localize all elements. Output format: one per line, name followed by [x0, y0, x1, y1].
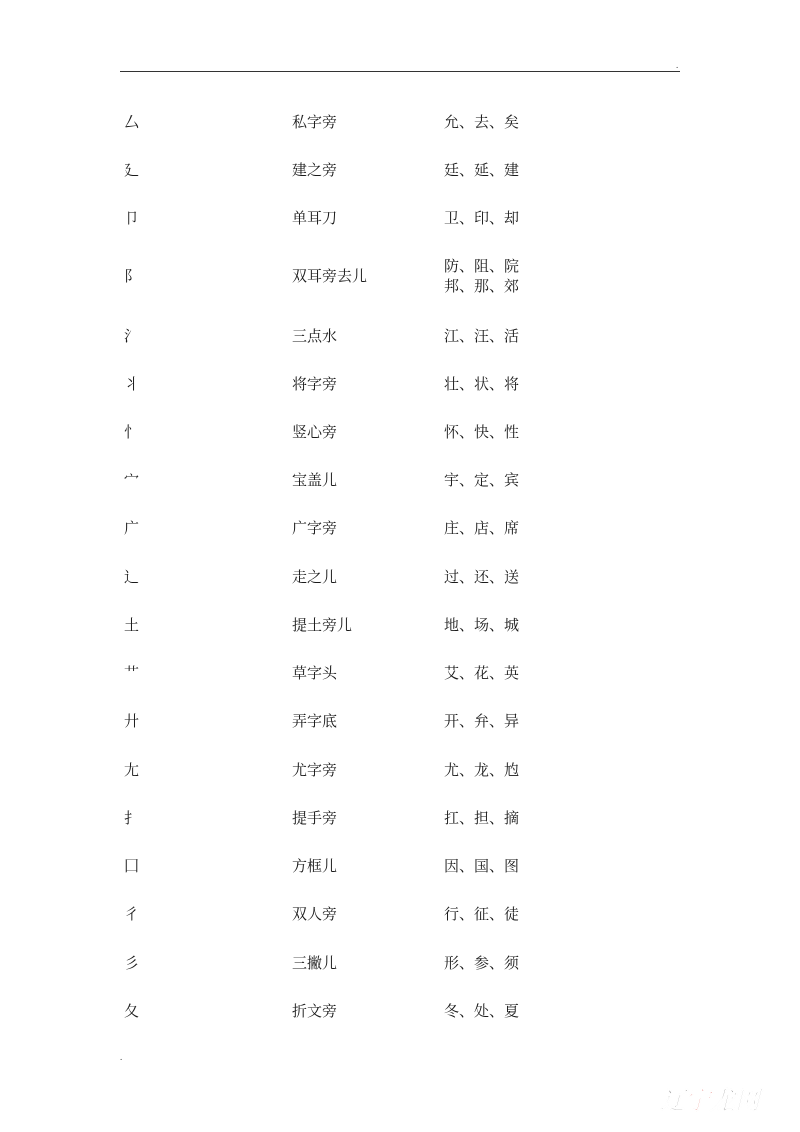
example-chars-line: 地、场、城	[444, 616, 520, 634]
radical-cell: 氵	[124, 327, 140, 345]
header-mark: .	[676, 60, 679, 70]
radical-name-cell: 宝盖儿	[292, 471, 338, 489]
radical-name-cell: 尤字旁	[292, 761, 338, 779]
example-chars-line: 庄、店、席	[444, 519, 520, 537]
radical-cell: 辶	[124, 568, 140, 586]
example-chars-cell	[444, 256, 564, 296]
radical-cell: 夂	[124, 1002, 140, 1020]
watermark-char: 网	[735, 1086, 761, 1115]
example-chars-cell	[444, 711, 564, 731]
example-chars-line: 扛、担、摘	[444, 809, 520, 827]
radical-name-cell: 三撇儿	[292, 954, 338, 972]
example-chars-cell	[444, 326, 564, 346]
example-chars-cell	[444, 808, 564, 828]
radical-name-cell: 建之旁	[292, 161, 338, 179]
radical-name-cell: 弄字底	[292, 712, 338, 730]
example-chars-cell	[444, 422, 564, 442]
site-watermark-logo	[644, 1080, 776, 1120]
example-chars-line: 允、去、矣	[444, 113, 520, 131]
example-chars-cell	[444, 470, 564, 490]
example-chars-line: 廷、延、建	[444, 161, 520, 179]
radical-cell: 艹	[124, 664, 140, 682]
radical-name-cell: 私字旁	[292, 113, 338, 131]
example-chars-cell	[444, 1001, 564, 1021]
example-chars-cell	[444, 615, 564, 635]
example-chars-cell	[444, 904, 564, 924]
example-chars-cell	[444, 518, 564, 538]
example-chars-line: 因、国、图	[444, 857, 520, 875]
radical-name-cell: 提土旁儿	[292, 616, 353, 634]
radical-name-cell: 双耳旁去儿	[292, 267, 368, 285]
radical-name-cell: 将字旁	[292, 375, 338, 393]
watermark-char: 龙	[710, 1086, 736, 1115]
radical-name-cell: 双人旁	[292, 905, 338, 923]
example-chars-line: 壮、状、将	[444, 375, 520, 393]
watermark-char: 宁	[684, 1086, 710, 1115]
watermark-char: 辽	[659, 1086, 685, 1115]
radical-cell: 彳	[124, 905, 140, 923]
example-chars-cell	[444, 760, 564, 780]
radical-cell: 卩	[124, 209, 140, 227]
radical-cell: 宀	[124, 471, 140, 489]
svg-text:辽宁龙网	[660, 1086, 764, 1115]
radical-cell: 彡	[124, 954, 140, 972]
radical-name-cell: 提手旁	[292, 809, 338, 827]
radical-name-cell: 三点水	[292, 327, 338, 345]
radical-cell: 土	[124, 616, 140, 634]
radical-cell: 厶	[124, 113, 140, 131]
radical-name-cell: 走之儿	[292, 568, 338, 586]
example-chars-cell	[444, 567, 564, 587]
radical-name-cell: 草字头	[292, 664, 338, 682]
example-chars-line: 形、参、须	[444, 954, 520, 972]
radical-cell: 忄	[124, 423, 140, 441]
radical-name-cell: 广字旁	[292, 519, 338, 537]
example-chars-cell	[444, 856, 564, 876]
radical-cell: 扌	[124, 809, 140, 827]
example-chars-cell	[444, 953, 564, 973]
example-chars-line: 卫、印、却	[444, 209, 520, 227]
example-chars-line: 防、阻、院	[444, 257, 520, 275]
example-chars-line: 宇、定、宾	[444, 471, 520, 489]
radical-cell: 尢	[124, 761, 140, 779]
header-rule	[120, 71, 680, 72]
radical-cell: 囗	[124, 857, 140, 875]
example-chars-line: 怀、快、性	[444, 423, 520, 441]
example-chars-line: 行、征、徒	[444, 905, 520, 923]
example-chars-cell	[444, 663, 564, 683]
example-chars-cell	[444, 112, 564, 132]
example-chars-line: 艾、花、英	[444, 664, 520, 682]
radical-cell: 廴	[124, 161, 140, 179]
watermark-logo-graphic	[644, 1080, 776, 1120]
example-chars-line: 过、还、送	[444, 568, 520, 586]
example-chars-line: 冬、处、夏	[444, 1002, 520, 1020]
example-chars-cell	[444, 374, 564, 394]
example-chars-line: 开、弁、异	[444, 712, 520, 730]
example-chars-line: 江、汪、活	[444, 327, 520, 345]
footer-mark: .	[120, 1052, 123, 1062]
example-chars-line: 邦、那、郊	[444, 277, 520, 295]
radical-name-cell: 竖心旁	[292, 423, 338, 441]
radical-name-cell: 方框儿	[292, 857, 338, 875]
radical-cell: 阝	[124, 267, 140, 285]
radical-cell: 廾	[124, 712, 140, 730]
radical-cell: 丬	[124, 375, 140, 393]
radical-name-cell: 折文旁	[292, 1002, 338, 1020]
example-chars-line: 尤、龙、尥	[444, 761, 520, 779]
radical-name-cell: 单耳刀	[292, 209, 338, 227]
radical-cell: 广	[124, 519, 140, 537]
example-chars-cell	[444, 160, 564, 180]
example-chars-cell	[444, 208, 564, 228]
